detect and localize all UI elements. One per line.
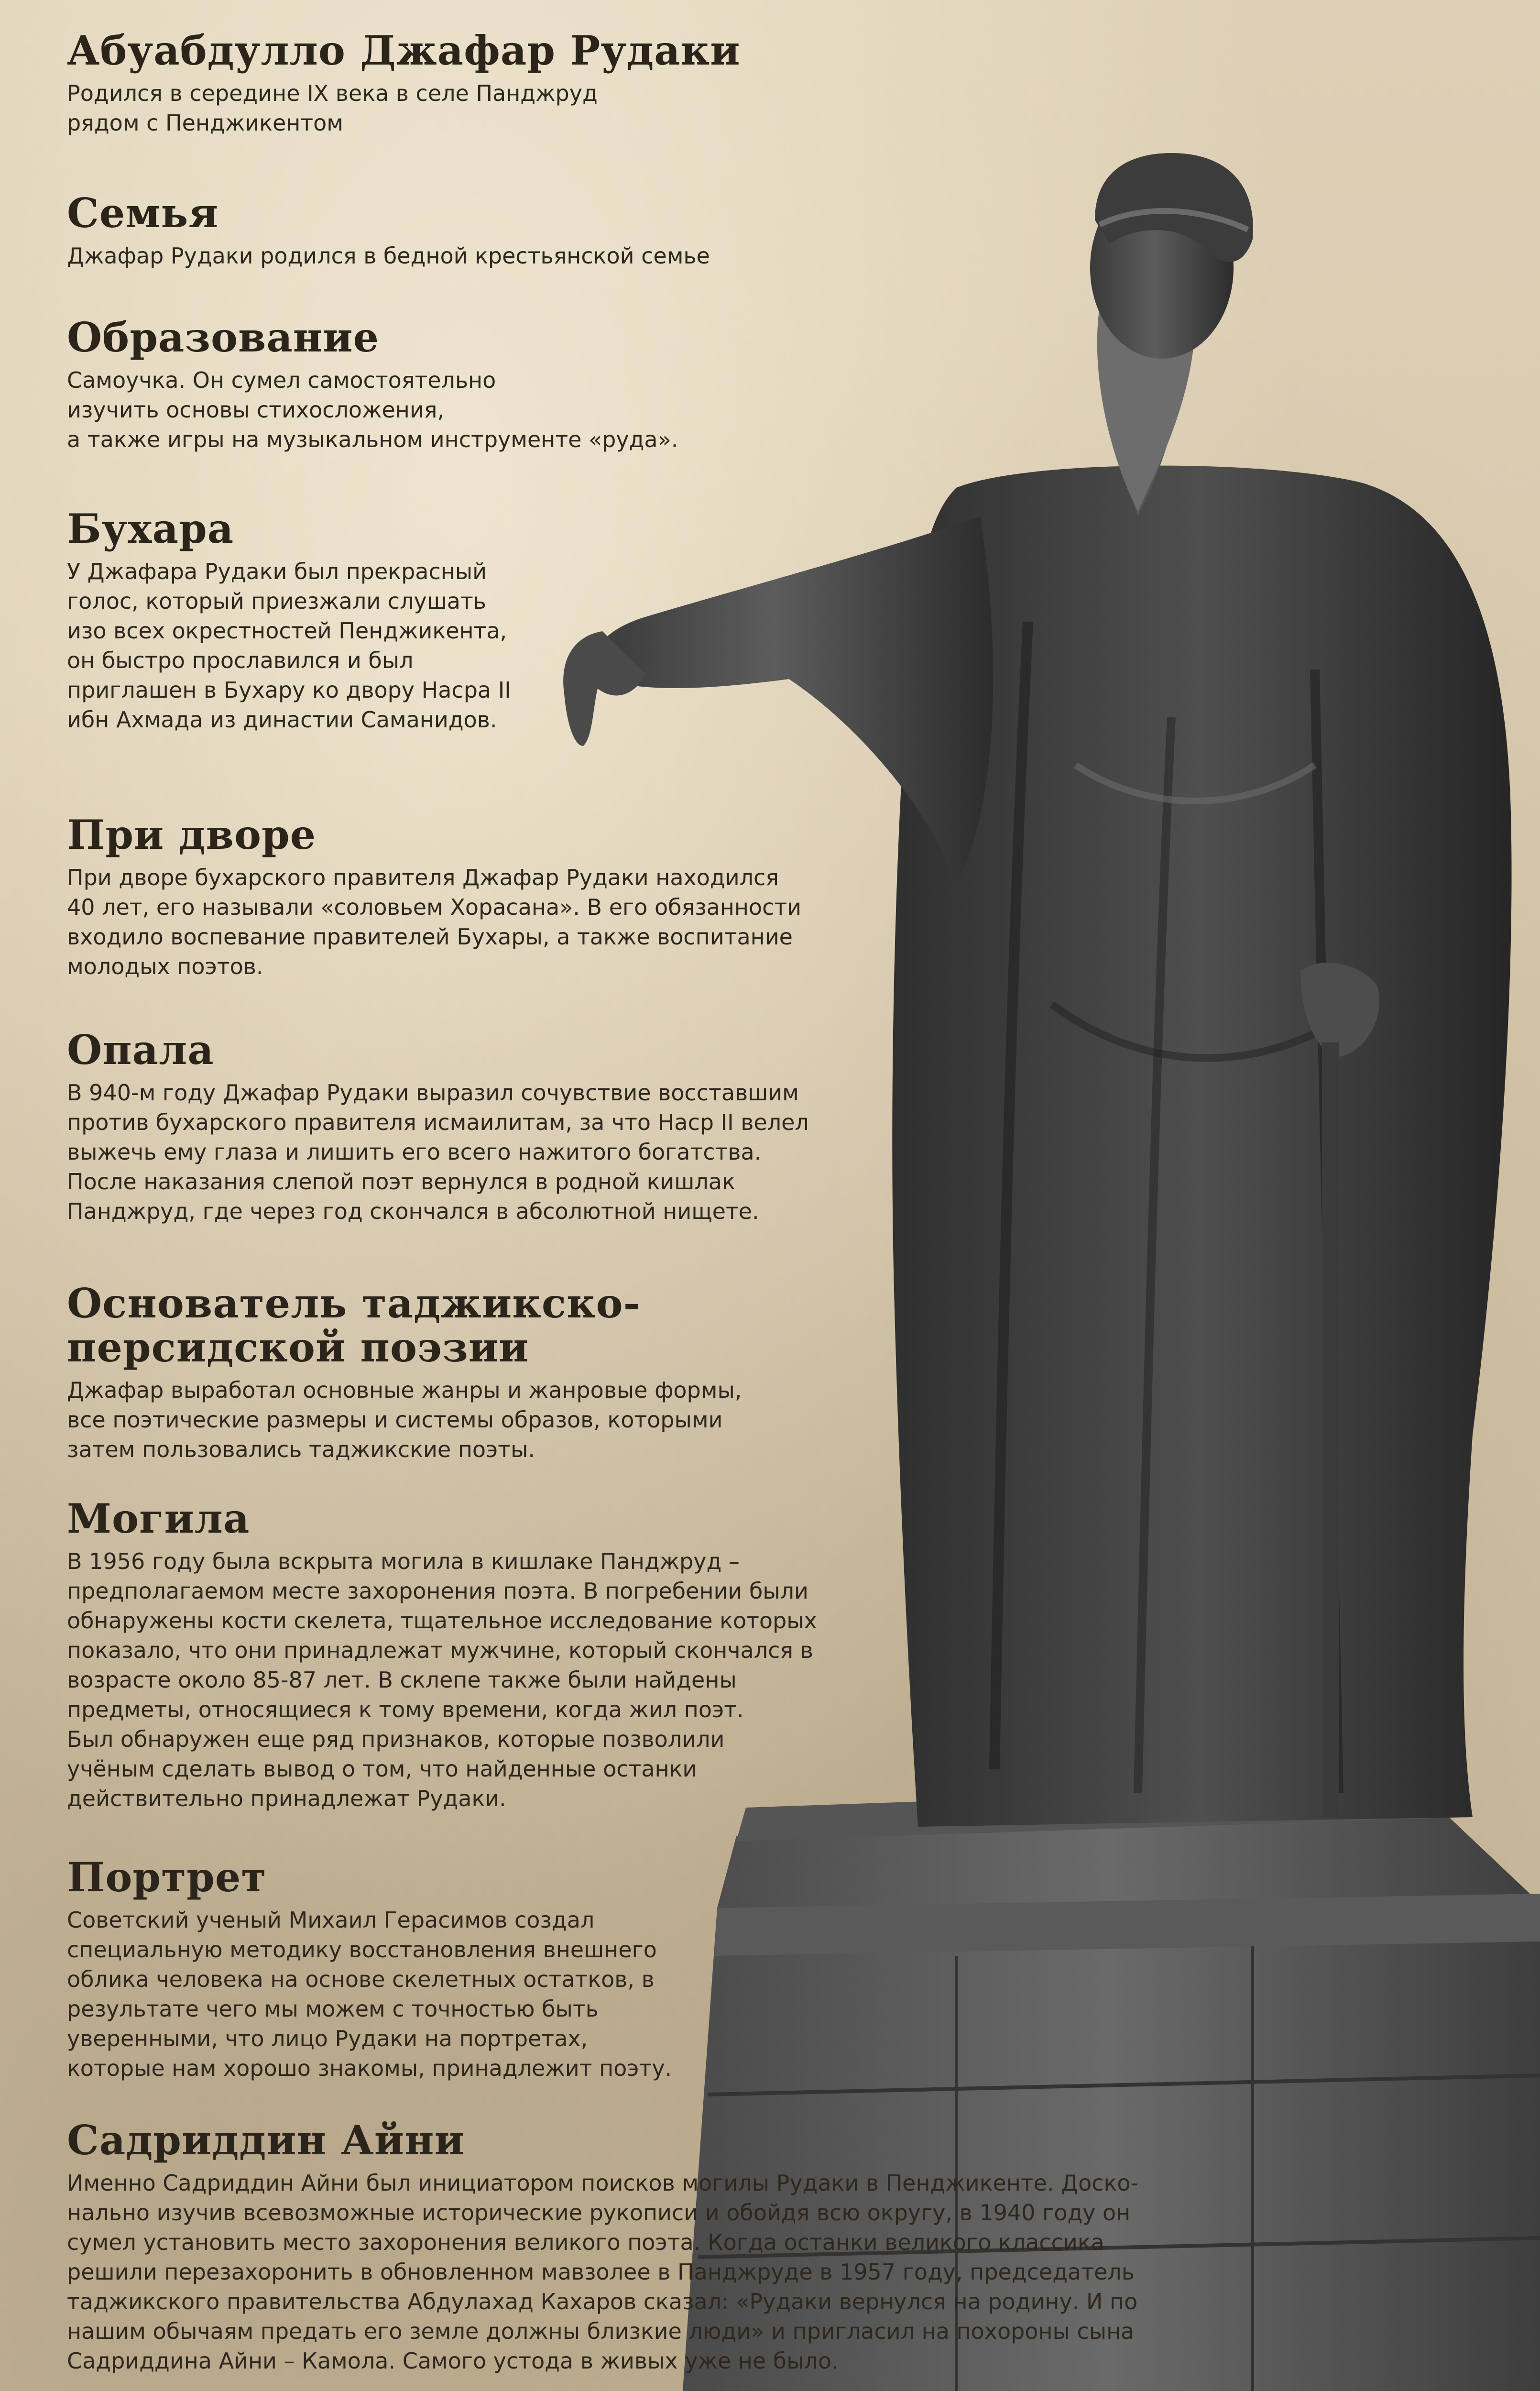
section-biography (67, 29, 741, 138)
section-text: Джафар Рудаки родился в бедной крестьянской семье (67, 243, 710, 269)
section-grave (67, 1497, 817, 1813)
section-family (67, 191, 710, 271)
section-text: Советский ученый Михаил Герасимов создал специальную методику восстановления внешнего облика человека на основе скелетных остатков, в результате чего мы можем с точностью быть уверенными, что лицо Рудаки на портретах, которые нам хорошо знакомы, принадлежит поэту. (67, 1907, 672, 2081)
section-title: Опала (67, 1026, 214, 1074)
section-bukhara (67, 507, 511, 735)
section-text: Именно Садриддин Айни был инициатором поисков могилы Рудаки в Пенджикенте. Доско- нально изучив всевозможные исторические рукописи и обойдя всю округу, в 1940 году он сумел установить место захоронения великого поэта. Когда останки великого классика решили перезахоронить в обновленном мавзолее в Панджруде в 1957 году, председатель таджикского правительства Абдулахад Кахаров сказал: «Рудаки вернулся на родину. И по нашим обычаям предать его земле должны близкие люди» и пригласил на похороны сына Садриддина Айни – Камола. Самого устода в живых уже не было. (67, 2170, 1139, 2374)
section-sadriddin-aini (67, 2118, 1138, 2376)
section-text: У Джафара Рудаки был прекрасный голос, который приезжали слушать изо всех окрестностей Пенджикента, он быстро прославился и был приглашен в Бухару ко двору Насра II ибн Ахмада из династии Саманидов. (67, 559, 511, 733)
section-text: В 940-м году Джафар Рудаки выразил сочувствие восставшим против бухарского правителя исмаилитам, за что Наср II велел выжечь ему глаза и лишить его всего нажитого богатства. После наказания слепой поэт вернулся в родной кишлак Панджруд, где через год скончался в абсолютной нищете. (67, 1080, 809, 1224)
section-title: Абуабдулло Джафар Рудаки (67, 27, 741, 74)
section-disgrace (67, 1028, 809, 1226)
section-text: Самоучка. Он сумел самостоятельно изучить основы стихосложения, а также игры на музыкальном инструменте «руда». (67, 367, 678, 452)
section-text: В 1956 году была вскрыта могила в кишлаке Панджруд – предполагаемом месте захоронения поэта. В погребении были обнаружены кости скелета, тщательное исследование которых показало, что они принадлежат мужчине, который скончался в возрасте около 85-87 лет. В склепе также были найдены предметы, относящиеся к тому времени, когда жил поэт. Был обнаружен еще ряд признаков, которые позволили учёным сделать вывод о том, что найденные останки действительно принадлежат Рудаки. (67, 1548, 817, 1811)
section-title: Основатель таджикско- персидской поэзии (67, 1280, 641, 1371)
section-text: При дворе бухарского правителя Джафар Рудаки находился 40 лет, его называли «соловьем Хорасана». В его обязанности входило воспевание правителей Бухары, а также воспитание молодых поэтов. (67, 865, 802, 979)
section-title: Портрет (67, 1854, 267, 1901)
section-title: Образование (67, 314, 380, 361)
section-text: Джафар выработал основные жанры и жанровые формы, все поэтические размеры и системы образов, которыми затем пользовались таджикские поэты. (67, 1377, 742, 1462)
section-title: Садриддин Айни (67, 2117, 465, 2164)
section-founder (67, 1282, 742, 1464)
section-title: При дворе (67, 811, 317, 858)
section-education (67, 316, 678, 454)
section-title: Семья (67, 189, 219, 237)
section-portrait (67, 1855, 672, 2083)
section-title: Могила (67, 1495, 250, 1542)
section-title: Бухара (67, 505, 234, 552)
section-text: Родился в середине IX века в селе Панджруд рядом с Пенджикентом (67, 80, 598, 136)
section-at-court (67, 813, 801, 981)
